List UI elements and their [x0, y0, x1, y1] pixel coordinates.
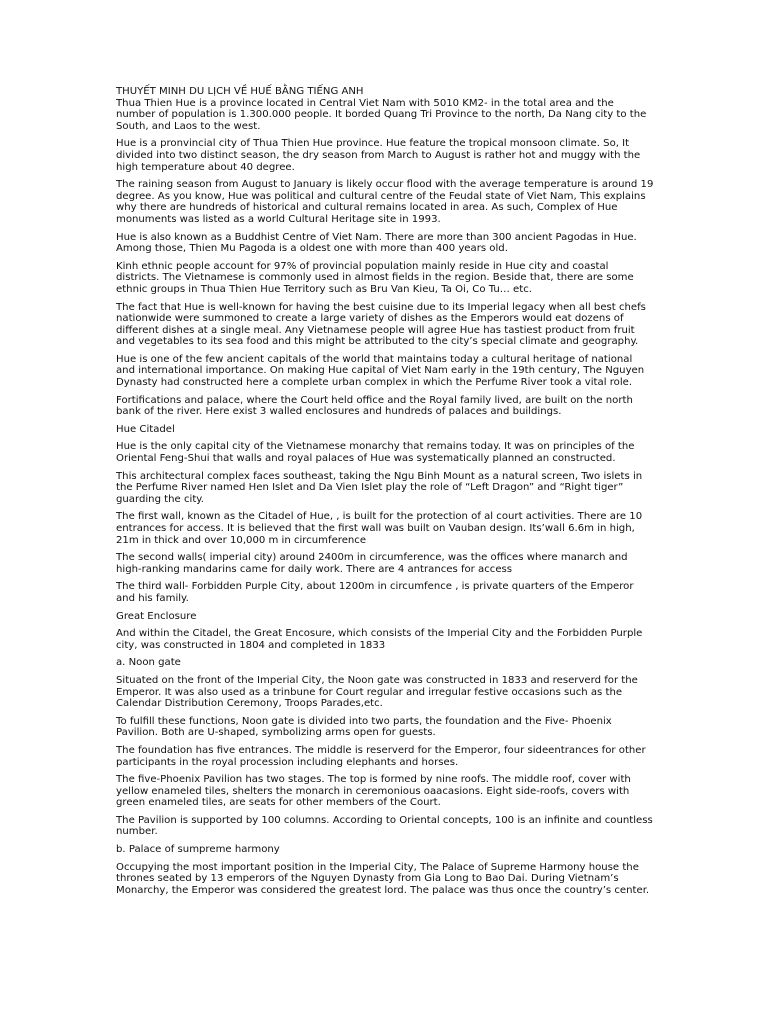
paragraph-third-wall: The third wall- Forbidden Purple City, about 1200m in circumfence , is private quarters of the Emperor and his family.: [116, 581, 634, 604]
paragraph-palace-supreme-harmony: Occupying the most important position in the Imperial City, The Palace of Supreme Harmony house the thrones seated by 13 emperors of the Nguyen Dynasty from Gia Long to Bao Dai. During Vietnam’s Monarchy, the Emperor was considered the greatest lord. The palace was thus once the country’s center.: [116, 861, 650, 896]
paragraph-noon-gate-parts: To fulfill these functions, Noon gate is divided into two parts, the foundation and the Five- Phoenix Pavilion. Both are U-shaped, symbolizing arms open for guests.: [116, 715, 612, 739]
paragraph-ancient-capital: Hue is one of the few ancient capitals of the world that maintains today a cultural heritage of national and international importance. On making Hue capital of Viet Nam early in the 19th century, The Nguyen Dynasty had constructed here a complete urban complex in which the Perfume River took a vital role.: [116, 353, 645, 389]
paragraph-fortifications: Fortifications and palace, where the Court held office and the Royal family lived, are built on the north bank of the river. Here exist 3 walled enclosures and hundreds of palaces and buildings.: [116, 394, 633, 418]
paragraph-cuisine: The fact that Hue is well-known for having the best cuisine due to its Imperial legacy when all best chefs nationwide were summoned to create a large variety of dishes as the Emperors would eat dozens of different dishes at a single meal. Any Vietnamese people will agree Hue has tastiest product from fruit and vegetables to its sea food and this might be attributed to the city’s special climate and geography.: [116, 301, 646, 348]
paragraph-feng-shui: Hue is the only capital city of the Vietnamese monarchy that remains today. It was on principles of the Oriental Feng-Shui that walls and royal palaces of Hue was systematically planned an constructed.: [116, 441, 635, 465]
paragraph-second-wall: The second walls( imperial city) around 2400m in circumference, was the offices where manarch and high-ranking mandarins came for daily work. There are 4 antrances for access: [116, 552, 628, 575]
paragraph-location: Thua Thien Hue is a province located in Central Viet Nam with 5010 KM2- in the total area and the number of population is 1.300.000 people. It borded Quang Tri Province to the north, Da Nang city to the South, and Laos to the west.: [116, 97, 647, 132]
paragraph-climate: Hue is a pronvincial city of Thua Thien Hue province. Hue feature the tropical monsoon climate. So, It divided into two distinct season, the dry season from March to August is rather hot and muggy with the high temperature about 40 degree.: [116, 138, 641, 173]
document-title: THUYẾT MINH DU LỊCH VỀ HUẾ BẰNG TIẾNG ANH: [116, 86, 364, 97]
paragraph-buddhist-centre: Hue is also known as a Buddhist Centre of Viet Nam. There are more than 300 ancient Pagodas in Hue. Among those, Thien Mu Pagoda is a oldest one with more than 400 years old.: [116, 231, 637, 255]
paragraph-ethnic-people: Kinh ethnic people account for 97% of provincial population mainly reside in Hue city and coastal districts. The Vietnamese is commonly used in almost fields in the region. Beside that, there are some ethnic groups in Thua Thien Hue Territory such as Bru Van Kieu, Ta Oi, Co Tu… etc.: [116, 260, 634, 295]
heading-noon-gate: a. Noon gate: [116, 657, 181, 669]
heading-palace-supreme-harmony: b. Palace of sumpreme harmony: [116, 844, 280, 856]
document-page: [116, 86, 654, 902]
paragraph-first-wall: The first wall, known as the Citadel of Hue, , is built for the protection of al court activities. There are 10 entrances for access. It is believed that the first wall was built on Vauban design. Its’wall 6.6m in high, 21m in thick and over 10,000 m in circumference: [116, 511, 643, 546]
heading-great-enclosure: Great Enclosure: [116, 610, 197, 622]
paragraph-great-enclosure: And within the Citadel, the Great Encosure, which consists of the Imperial City and the Forbidden Purple city, was constructed in 1804 and completed in 1833: [116, 628, 643, 651]
paragraph-architectural-complex: This architectural complex faces southeast, taking the Ngu Binh Mount as a natural screen, Two islets in the Perfume River named Hen Islet and Da Vien Islet play the role of “Left Dragon” and “Right tiger” guarding the city.: [116, 470, 643, 505]
paragraph-noon-gate: Situated on the front of the Imperial City, the Noon gate was constructed in 1833 and reserverd for the Emperor. It was also used as a trinbune for Court regular and irregular festive occasions such as the Calendar Distribution Ceremony, Troops Parades,etc.: [116, 674, 638, 710]
heading-hue-citadel: Hue Citadel: [116, 423, 175, 435]
paragraph-five-phoenix-pavilion: The five-Phoenix Pavilion has two stages. The top is formed by nine roofs. The middle roof, cover with yellow enameled tiles, shelters the monarch in ceremonious oaacasions. Eight side-roofs, covers with green enameled tiles, are seats for other members of the Court.: [116, 774, 631, 809]
paragraph-raining-season: The raining season from August to January is likely occur flood with the average temperature is around 19 degree. As you know, Hue was political and cultural centre of the Feudal state of Viet Nam, This explains why there are hundreds of historical and cultural remains located in area. As such, Complex of Hue monuments was listed as a world Cultural Heritage site in 1993.: [116, 179, 654, 225]
paragraph-foundation: The foundation has five entrances. The middle is reserverd for the Emperor, four sideentrances for other participants in the royal procession including elephants and horses.: [116, 744, 646, 768]
paragraph-pavilion-columns: The Pavilion is supported by 100 columns. According to Oriental concepts, 100 is an infinite and countless number.: [116, 814, 653, 838]
